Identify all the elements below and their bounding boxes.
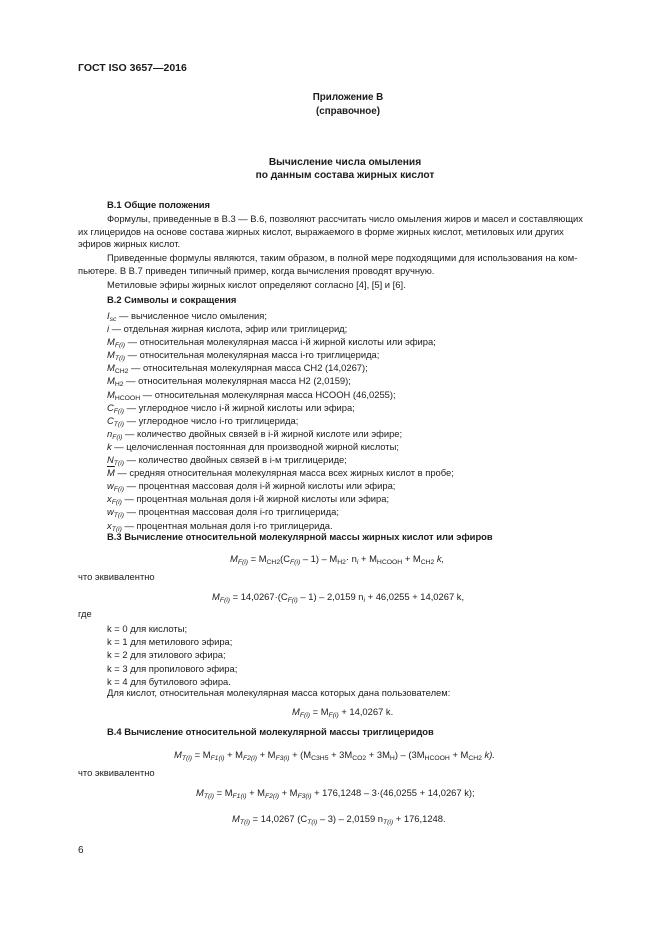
text-line: эфиров жирных кислот.: [78, 238, 181, 250]
document-header: ГОСТ ISO 3657—2016: [78, 62, 187, 74]
symbol-item: $C_{T(i)}$ — углеродное число i-го триглицерида;: [107, 414, 299, 428]
k-values-list: [107, 622, 237, 688]
annex-title-line1: Вычисление числа омыления: [268, 157, 422, 168]
k-value-item: k = 2 для этилового эфира;: [107, 649, 226, 661]
formula-mf-2: $M_{F(i)} = 14,0267\cdot(C_{F(i)} - 1) - 2,0159$ $n_i + 46,0255 + 14,0267$ k,: [212, 591, 465, 604]
symbol-item: $M_{F(i)}$ — относительная молекулярная масса i-й жирной кислоты или эфира;: [107, 336, 436, 350]
k-value-item: k = 0 для кислоты;: [107, 623, 188, 634]
annex-kind: (справочное): [316, 106, 380, 117]
annex-title-line2: по данным состава жирных кислот: [255, 170, 435, 181]
equivalent-label: что эквивалентно: [78, 571, 155, 582]
k-value-item: k = 3 для пропилового эфира;: [107, 662, 238, 674]
symbol-item: $\overline{M}$ — средняя относительная молекулярная масса всех жирных кислот в пробе;: [107, 467, 454, 479]
symbol-item: $M_{HCOOH}$ — относительная молекулярная масса HCOOH (46,0255);: [107, 388, 396, 402]
symbol-item: $I_{sc}$ — вычисленное число омыления;: [107, 310, 267, 323]
formula-mf-1: $M_{F(i)} = M_{CH2}(C_{F(i)} - 1) - M_{H2}\cdot n_i + M_{HCOOH} + M_{CH2}$ k,: [230, 553, 445, 566]
symbol-item: $M_{T(i)}$ — относительная молекулярная масса i-го триглицерида;: [107, 349, 380, 363]
page-number: 6: [78, 845, 84, 856]
equivalent-label-b4: что эквивалентно: [78, 767, 155, 778]
k-value-item: k = 1 для метилового эфира;: [107, 636, 233, 648]
formula-mt-1: $M_{T(i)} = M_{F1(i)} + M_{F2(i)} + M_{F3(i)} + (M_{C3H5} + 3M_{CO2} + 3M_H) - (3M_{HCOOH} + M_{CH2}$ k).: [174, 749, 495, 762]
section-b1-heading: В.1 Общие положения: [107, 199, 210, 210]
symbol-item: k — целочисленная постоянная для производной жирной кислоты;: [107, 440, 399, 452]
symbol-item: $M_{CH2}$ — относительная молекулярная масса CH2 (14,0267);: [107, 362, 368, 376]
section-b2-heading: В.2 Символы и сокращения: [107, 294, 237, 305]
formula-mt-3: $M_{T(i)} = 14,0267$ $(C_{T(i)} - 3) - 2,0159$ $n_{T(i)} + 176,1248$.: [232, 813, 446, 826]
symbol-item: i — отдельная жирная кислота, эфир или триглицерид;: [107, 323, 348, 335]
k-value-item: k = 4 для бутилового эфира.: [107, 675, 231, 687]
formula-mf-user: $M_{F(i)} = M_{F(i)} + 14,0267$ k.: [292, 706, 394, 719]
symbol-item: $M_{H2}$ — относительная молекулярная масса H2 (2,0159);: [107, 375, 351, 389]
section-b3-heading: В.3 Вычисление относительной молекулярной массы жирных кислот или эфиров: [107, 531, 493, 542]
where-label: где: [78, 608, 92, 619]
symbol-item: $w_{F(i)}$ — процентная массовая доля i-й жирной кислоты или эфира;: [107, 480, 396, 494]
section-b1-para2: [78, 252, 616, 277]
text-line: Метиловые эфиры жирных кислот определяют согласно [4], [5] и [6].: [107, 279, 406, 290]
symbol-item: $n_{F(i)}$ — количество двойных связей в i-й жирной кислоте или эфире;: [107, 427, 403, 441]
text-line: Формулы, приведенные в В.3 — В.6, позволяют рассчитать число омыления жиров и масел и составляющих: [107, 213, 583, 224]
user-mass-text: Для кислот, относительная молекулярная масса которых дана пользователем:: [107, 687, 451, 698]
symbol-list: [107, 309, 454, 532]
symbol-item: $x_{T(i)}$ — процентная мольная доля i-го триглицерида.: [107, 519, 333, 533]
symbol-item: $C_{F(i)}$ — углеродное число i-й жирной кислоты или эфира;: [107, 401, 355, 415]
text-line: Приведенные формулы являются, таким образом, в полной мере подходящими для использования на ком-: [107, 252, 578, 263]
text-line: их глицеридов на основе состава жирных кислот, выражаемого в форме жирных кислот, метиловых или других: [78, 225, 564, 237]
section-b1-para3: [78, 279, 616, 292]
section-b4-heading: В.4 Вычисление относительной молекулярной массы триглицеридов: [107, 726, 434, 737]
text-line: пьютере. В В.7 приведен типичный пример, когда вычисления проводят вручную.: [78, 264, 435, 276]
symbol-item: $w_{T(i)}$ — процентная массовая доля i-го триглицерида;: [107, 506, 339, 520]
section-b1-para1: [78, 213, 616, 251]
symbol-item: $x_{F(i)}$ — процентная мольная доля i-й жирной кислоты или эфира;: [107, 493, 390, 507]
symbol-item: $N_{T(i)}$ — количество двойных связей в i-м триглицериде;: [107, 454, 347, 468]
formula-mt-2: $M_{T(i)} = M_{F1(i)} + M_{F2(i)} + M_{F3(i)} + 176,1248 - 3\cdot(46,0255 + 14,0267$ k);: [196, 787, 475, 800]
annex-name: Приложение В: [312, 92, 384, 103]
